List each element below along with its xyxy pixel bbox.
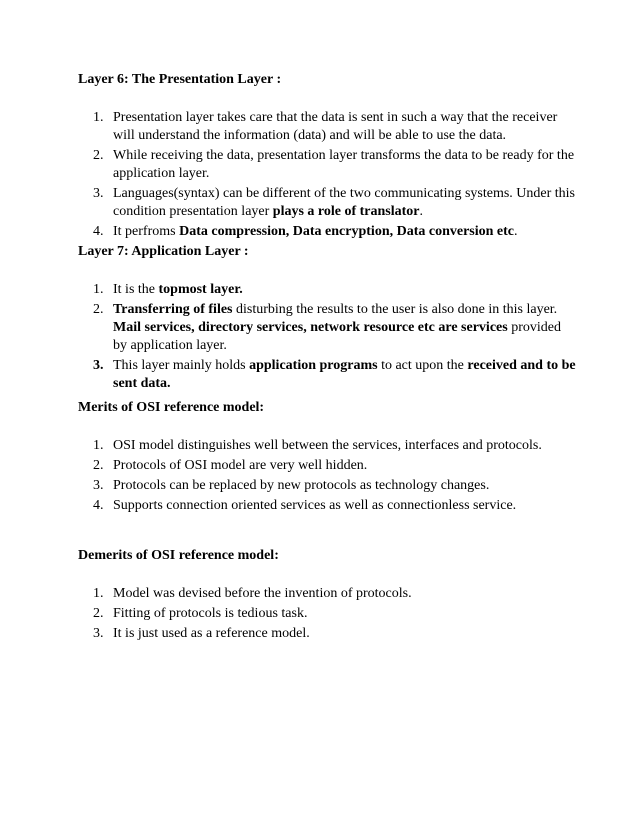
bold-text: application programs <box>249 358 378 373</box>
list-number: 4. <box>93 224 104 239</box>
body-text: It is just used as a reference model. <box>113 626 310 641</box>
section-demerits <box>78 547 578 645</box>
list-number: 1. <box>93 282 104 297</box>
body-text: Protocols of OSI model are very well hidden. <box>113 458 368 473</box>
numbered-list <box>78 109 578 241</box>
list-number: 1. <box>93 110 104 125</box>
list-number: 3. <box>93 626 104 641</box>
section-heading: Merits of OSI reference model: <box>78 400 265 415</box>
body-text: to act upon the <box>377 358 468 373</box>
list-item <box>78 457 578 475</box>
bold-text: Mail services, directory services, network resource etc are services <box>113 320 508 335</box>
body-text: disturbing the results to the user is also done in this layer. <box>232 302 558 317</box>
list-item <box>78 437 578 455</box>
list-item <box>78 497 578 515</box>
list-item <box>78 223 578 241</box>
body-text: Fitting of protocols is tedious task. <box>113 606 308 621</box>
list-item <box>78 625 578 643</box>
list-item <box>78 147 578 183</box>
numbered-list <box>78 585 578 643</box>
numbered-list <box>78 281 578 393</box>
list-item <box>78 301 578 355</box>
body-text: . <box>419 204 424 219</box>
list-item <box>78 185 578 221</box>
bold-text: Data compression, Data encryption, Data conversion etc <box>179 224 515 239</box>
body-text: Languages(syntax) can be different of the two communicating systems. Under this condition presentation layer <box>113 186 576 219</box>
section-heading: Layer 6: The Presentation Layer : <box>78 72 282 87</box>
list-number: 2. <box>93 458 104 473</box>
list-item <box>78 605 578 623</box>
section-application-layer <box>78 243 578 395</box>
list-number: 3. <box>93 478 104 493</box>
section-merits <box>78 399 578 517</box>
list-item <box>78 585 578 603</box>
list-number: 3. <box>93 358 104 373</box>
body-text: It perfroms <box>113 224 180 239</box>
list-number: 1. <box>93 438 104 453</box>
bold-text: Transferring of files <box>113 302 233 317</box>
body-text: Presentation layer takes care that the data is sent in such a way that the receiver will understand the information (data) and will be able to use the data. <box>113 110 558 143</box>
list-number: 2. <box>93 148 104 163</box>
list-number: 2. <box>93 302 104 317</box>
list-item <box>78 109 578 145</box>
numbered-list <box>78 437 578 515</box>
body-text: OSI model distinguishes well between the services, interfaces and protocols. <box>113 438 542 453</box>
section-presentation-layer <box>78 71 578 243</box>
list-item <box>78 477 578 495</box>
list-item <box>78 281 578 299</box>
bold-text: topmost layer. <box>158 282 243 297</box>
body-text: provided by application layer. <box>113 320 561 353</box>
list-number: 4. <box>93 498 104 513</box>
body-text: This layer mainly holds <box>113 358 250 373</box>
body-text: . <box>514 224 518 239</box>
list-number: 1. <box>93 586 104 601</box>
body-text: Supports connection oriented services as well as connectionless service. <box>113 498 517 513</box>
section-heading: Layer 7: Application Layer : <box>78 244 249 259</box>
list-number: 2. <box>93 606 104 621</box>
bold-text: received and to be sent data. <box>113 358 576 391</box>
body-text: Protocols can be replaced by new protocols as technology changes. <box>113 478 490 493</box>
list-item <box>78 357 578 393</box>
body-text: Model was devised before the invention of protocols. <box>113 586 412 601</box>
list-number: 3. <box>93 186 104 201</box>
section-heading: Demerits of OSI reference model: <box>78 548 279 563</box>
body-text: While receiving the data, presentation layer transforms the data to be ready for the application layer. <box>113 148 575 181</box>
bold-text: plays a role of translator <box>272 204 420 219</box>
body-text: It is the <box>113 282 159 297</box>
